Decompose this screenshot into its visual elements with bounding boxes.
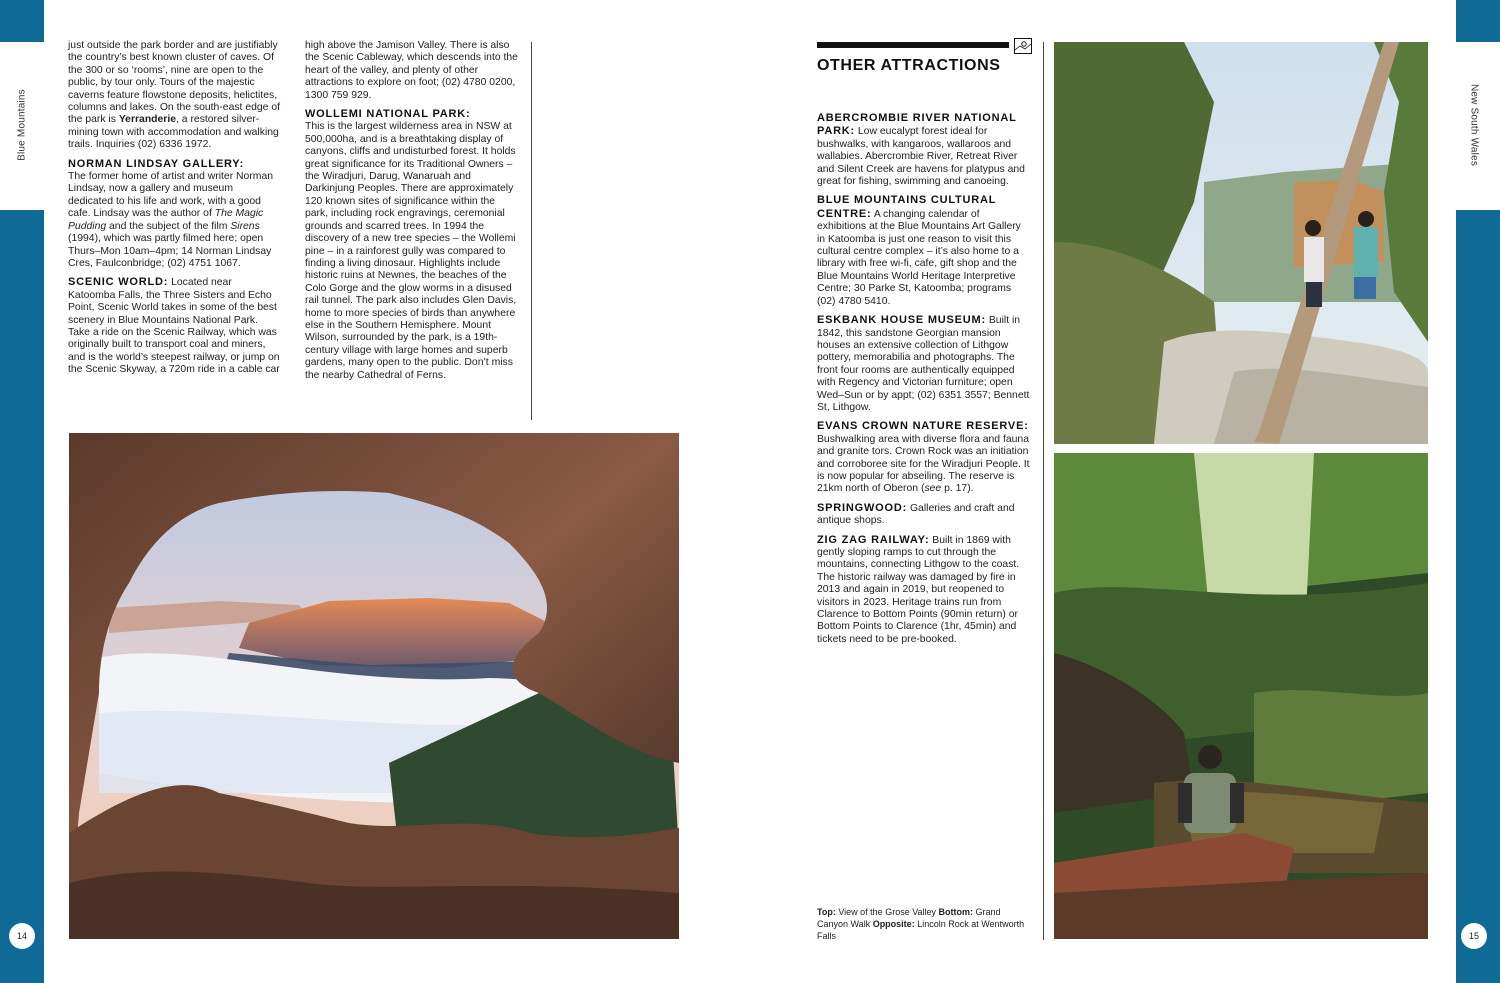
entry-wollemi: WOLLEMI NATIONAL PARK: This is the largest wilderness area in NSW at 500,000ha, and is a breathtaking display of canyons, cliffs and undisturbed forest. It holds great significance for its Traditional Owners – the Wiradjuri, Darug, Wanaruah and Darkinjung Peoples. There are approximately 120 known sites of significance within the park, including rock engravings, ceremonial grounds and scarred trees. In 1994 the discovery of a new tree species – the Wollemi pine – in a rainforest gully was compared to finding a living dinosaur. Highlights include historic ruins at Newnes, the beaches of the Colo Gorge and the glow worms in a disused rail tunnel. The park also includes Glen Davis, home to more species of birds than anywhere else in the Southern Hemisphere. Mount Wilson, surrounded by the park, is a 19th-century village with large homes and superb gardens, many open to the public. Don’t miss the nearby Cathedral of Ferns. xyxy=(305,108,517,381)
photo-grand-canyon-walk xyxy=(1054,453,1428,939)
entry-title: WOLLEMI NATIONAL PARK: xyxy=(305,108,471,121)
text-column-2 xyxy=(305,40,519,388)
photo-caption: Top: View of the Grose Valley Bottom: Grand Canyon Walk Opposite: Lincoln Rock at Wentworth Falls xyxy=(817,907,1025,941)
column-divider-left xyxy=(531,42,532,420)
entry-evans-crown: EVANS CROWN NATURE RESERVE: Bushwalking area with diverse flora and fauna and granite tors. Crown Rock was an initiation and corroboree site for the Wiradjuri People. It is now popular for abseiling. The reserve is 21km north of Oberon (see p. 17). xyxy=(817,420,1030,495)
other-attractions-list xyxy=(817,112,1031,652)
column-divider-right xyxy=(1043,42,1044,940)
entry-title: SCENIC WORLD: xyxy=(68,276,169,289)
entry-zig-zag: ZIG ZAG RAILWAY: Built in 1869 with gently sloping ramps to cut through the mountains, connecting Lithgow to the coast. The historic railway was damaged by fire in 2013 and again in 2019, but reopened to visitors in 2023. Heritage trains run from Clarence to Bottom Points (90min return) or Bottom Points to Clarence (1hr, 45min) and tickets need to be pre-booked. xyxy=(817,533,1020,645)
entry-title: NORMAN LINDSAY GALLERY: xyxy=(68,157,245,170)
photo-grose-valley xyxy=(1054,42,1428,444)
entry-scenic-world: SCENIC WORLD: Located near Katoomba Falls, the Three Sisters and Echo Point, Scenic World takes in some of the best scenery in Blue Mountains National Park. Take a ride on the Scenic Railway, which was originally built to transport coal and miners, and is the world’s steepest railway, or jump on the Scenic Skyway, a 720m ride in a cable car xyxy=(68,276,280,376)
entry-title: ZIG ZAG RAILWAY: xyxy=(817,533,930,546)
entry-eskbank: ESKBANK HOUSE MUSEUM: Built in 1842, this sandstone Georgian mansion houses an extensive collection of Lithgow pottery, memorabilia and photographs. The front four rooms are authentically equipped with Regency and Victorian furniture; open Wed–Sun or by appt; (02) 6351 3557; Bennett St, Lithgow. xyxy=(817,314,1030,413)
entry-abercrombie: ABERCROMBIE RIVER NATIONAL PARK: Low eucalypt forest ideal for bushwalks, with kangaroos, wallaroos and wallabies. Abercrombie River, Retreat River and Silent Creek are havens for platypus and great for fishing, swimming and canoeing. xyxy=(817,112,1025,188)
section-rule xyxy=(817,42,1009,48)
entry-springwood: SPRINGWOOD: Galleries and craft and antique shops. xyxy=(817,501,1015,527)
photo-lincoln-rock xyxy=(69,433,679,939)
entry-cultural-centre: BLUE MOUNTAINS CULTURAL CENTRE: A changing calendar of exhibitions at the Blue Mountains Art Gallery in Katoomba is just one reason to visit this cultural centre complex – it’s also home to a library with free wi-fi, cafe, gift shop and the Blue Mountains World Heritage Interpretive Centre; 30 Parke St, Katoomba; programs (02) 4780 5410. xyxy=(817,194,1021,307)
running-head-right: New South Wales xyxy=(1468,83,1480,167)
page-number-right: 15 xyxy=(1461,923,1487,949)
entry-title: ESKBANK HOUSE MUSEUM: xyxy=(817,314,986,327)
paragraph-caves: just outside the park border and are justifiably the country’s best known cluster of caves. Of the 300 or so ‘rooms’, nine are open to the public, by tour only. Tours of the majestic caverns feature flowstone deposits, helictites, columns and lakes. On the south-east edge of the park is Yerranderie, a restored silver-mining town with accommodation and walking trails. Inquiries (02) 6336 1972. xyxy=(68,40,280,151)
section-heading-other-attractions: OTHER ATTRACTIONS xyxy=(817,57,1001,74)
page-number-left: 14 xyxy=(9,923,35,949)
text-column-1 xyxy=(68,40,280,383)
entry-title: EVANS CROWN NATURE RESERVE: xyxy=(817,420,1029,433)
running-head-left: Blue Mountains xyxy=(16,89,28,161)
entry-norman-lindsay: NORMAN LINDSAY GALLERY: The former home of artist and writer Norman Lindsay, now a gallery and museum dedicated to his life and work, with a good cafe. Lindsay was the author of The Magic Pudding and the subject of the film Sirens (1994), which was partly filmed here; open Thurs–Mon 10am–4pm; 14 Norman Lindsay Cres, Faulconbridge; (02) 4751 1067. xyxy=(68,157,273,269)
map-pin-icon xyxy=(1014,38,1032,54)
entry-title: ABERCROMBIE RIVER NATIONAL PARK: xyxy=(817,112,1017,138)
entry-title: BLUE MOUNTAINS CULTURAL CENTRE: xyxy=(817,194,997,220)
entry-title: SPRINGWOOD: xyxy=(817,501,908,514)
paragraph-cableway: high above the Jamison Valley. There is also the Scenic Cableway, which descends into the heart of the valley, and plenty of other attractions to explore on foot; (02) 4780 0200, 1300 759 929. xyxy=(305,40,518,101)
